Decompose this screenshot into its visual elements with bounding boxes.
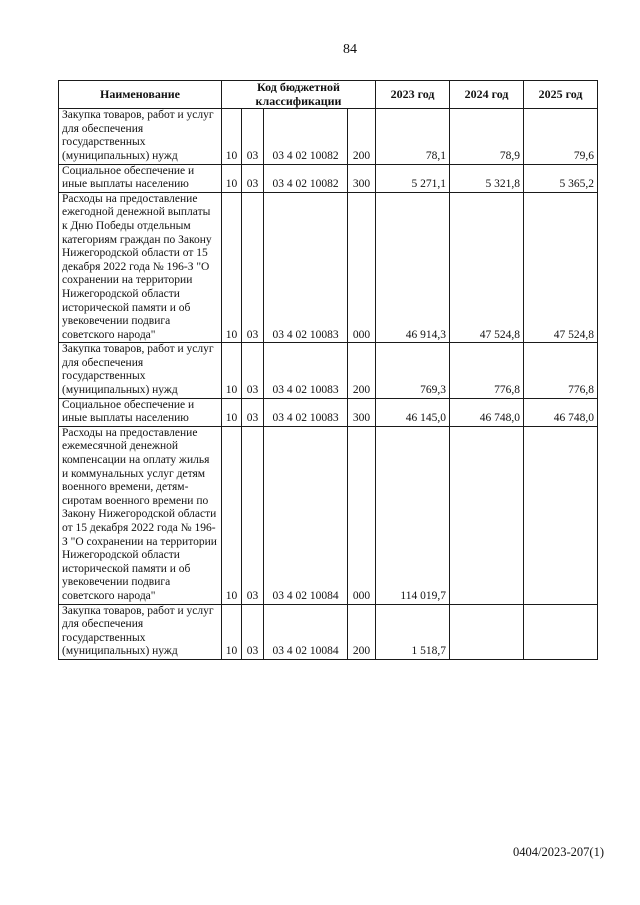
budget-table	[58, 80, 598, 660]
header-2023: 2023 год	[376, 81, 450, 109]
header-name: Наименование	[59, 81, 222, 109]
row-subsection: 03	[242, 398, 264, 426]
row-name: Закупка товаров, работ и услуг для обеспечения государственных (муниципальных) нужд	[59, 343, 222, 398]
row-expense-type: 000	[348, 426, 376, 604]
row-2023: 5 271,1	[376, 164, 450, 192]
row-2025: 5 365,2	[524, 164, 598, 192]
row-name: Расходы на предоставление ежемесячной денежной компенсации на оплату жилья и коммунальных услуг детям военного времени, детям-сиротам военного времени по Закону Нижегородской области от 15 декабря 2022 года № 196-З "О сохранении на территории Нижегородской области исторической памяти и об увековечении подвига советского народа"	[59, 426, 222, 604]
row-2023: 46 914,3	[376, 192, 450, 343]
row-2024: 47 524,8	[450, 192, 524, 343]
table-row	[59, 164, 598, 192]
row-subsection: 03	[242, 604, 264, 659]
row-name: Социальное обеспечение и иные выплаты населению	[59, 164, 222, 192]
header-2024: 2024 год	[450, 81, 524, 109]
header-2025: 2025 год	[524, 81, 598, 109]
table-row	[59, 343, 598, 398]
row-2023: 114 019,7	[376, 426, 450, 604]
table-row	[59, 398, 598, 426]
row-2023: 769,3	[376, 343, 450, 398]
row-target-article: 03 4 02 10082	[264, 164, 348, 192]
row-2024: 776,8	[450, 343, 524, 398]
row-target-article: 03 4 02 10084	[264, 426, 348, 604]
row-subsection: 03	[242, 192, 264, 343]
row-target-article: 03 4 02 10083	[264, 192, 348, 343]
document-code: 0404/2023-207(1)	[513, 845, 604, 859]
row-section: 10	[222, 109, 242, 164]
row-expense-type: 200	[348, 109, 376, 164]
row-target-article: 03 4 02 10083	[264, 398, 348, 426]
row-2025: 776,8	[524, 343, 598, 398]
row-2024: 78,9	[450, 109, 524, 164]
row-2025	[524, 426, 598, 604]
row-expense-type: 300	[348, 398, 376, 426]
row-2023: 78,1	[376, 109, 450, 164]
row-expense-type: 200	[348, 343, 376, 398]
row-2024: 5 321,8	[450, 164, 524, 192]
row-subsection: 03	[242, 426, 264, 604]
table-row	[59, 109, 598, 164]
row-name: Закупка товаров, работ и услуг для обеспечения государственных (муниципальных) нужд	[59, 604, 222, 659]
row-2025: 79,6	[524, 109, 598, 164]
row-2025: 47 524,8	[524, 192, 598, 343]
row-2024	[450, 604, 524, 659]
table-row	[59, 192, 598, 343]
row-section: 10	[222, 192, 242, 343]
row-subsection: 03	[242, 164, 264, 192]
table-header-row	[59, 81, 598, 109]
row-name: Закупка товаров, работ и услуг для обеспечения государственных (муниципальных) нужд	[59, 109, 222, 164]
row-subsection: 03	[242, 109, 264, 164]
row-target-article: 03 4 02 10082	[264, 109, 348, 164]
row-section: 10	[222, 426, 242, 604]
row-expense-type: 300	[348, 164, 376, 192]
row-section: 10	[222, 164, 242, 192]
header-budget-code: Код бюджетной классификации	[222, 81, 376, 109]
row-expense-type: 200	[348, 604, 376, 659]
row-2025	[524, 604, 598, 659]
row-section: 10	[222, 343, 242, 398]
table-row	[59, 604, 598, 659]
row-2023: 1 518,7	[376, 604, 450, 659]
row-2023: 46 145,0	[376, 398, 450, 426]
row-target-article: 03 4 02 10083	[264, 343, 348, 398]
row-2024: 46 748,0	[450, 398, 524, 426]
page-number: 84	[343, 42, 357, 57]
row-subsection: 03	[242, 343, 264, 398]
row-target-article: 03 4 02 10084	[264, 604, 348, 659]
row-2024	[450, 426, 524, 604]
table-row	[59, 426, 598, 604]
row-section: 10	[222, 398, 242, 426]
row-name: Социальное обеспечение и иные выплаты населению	[59, 398, 222, 426]
row-name: Расходы на предоставление ежегодной денежной выплаты к Дню Победы отдельным категориям граждан по Закону Нижегородской области от 15 декабря 2022 года № 196-З "О сохранении на территории Нижегородской области исторической памяти и об увековечении подвига советского народа"	[59, 192, 222, 343]
row-expense-type: 000	[348, 192, 376, 343]
row-section: 10	[222, 604, 242, 659]
row-2025: 46 748,0	[524, 398, 598, 426]
